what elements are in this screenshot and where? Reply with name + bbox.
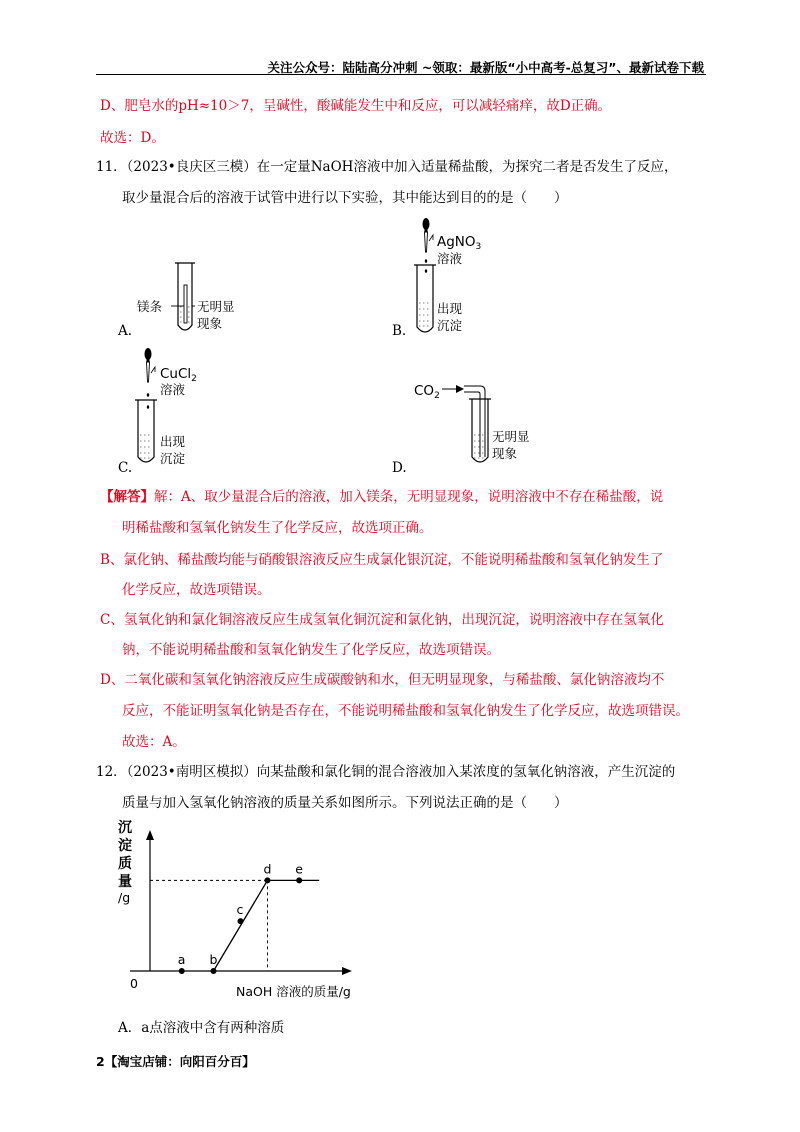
q11-d-result-1: 无明显 — [492, 429, 530, 444]
q11-stem-line2: 取少量混合后的溶液于试管中进行以下实验，其中能达到目的的是（ ） — [122, 190, 568, 206]
q11-analysis-line5: C、氢氧化钠和氯化铜溶液反应生成氢氧化铜沉淀和氯化钠，出现沉淀，说明溶液中存在氢氧化 — [100, 612, 664, 628]
prev-answer-d: D、肥皂水的pH≈10＞7，呈碱性，酸碱能发生中和反应，可以减轻痛痒，故D正确。 — [100, 98, 612, 114]
q11-option-b-letter: B. — [392, 323, 407, 339]
q11-option-d-diagram — [412, 375, 552, 475]
point-e — [296, 877, 302, 883]
point-label-e: e — [295, 861, 303, 877]
q12-stem-line1: 12．（2023•南明区模拟）向某盐酸和氯化铜的混合溶液加入某浓度的氢氧化钠溶液，产生沉淀的 — [96, 764, 676, 780]
point-label-b: b — [209, 952, 218, 967]
chart-ylabel-char: 质 — [118, 856, 132, 872]
q11-analysis-line1 — [100, 487, 663, 507]
q11-d-gas: CO — [414, 383, 435, 399]
point-d — [264, 877, 270, 883]
q11-d-gas-sub: 2 — [434, 391, 440, 401]
chart-ylabel-char: 淀 — [118, 838, 132, 854]
y-axis-arrow — [146, 830, 154, 840]
chart-origin: 0 — [130, 976, 138, 991]
page-header: 关注公众号：陆陆高分冲刺 ~领取：最新版“小中高考-总复习”、最新试卷下载 — [267, 60, 704, 75]
q11-analysis-line3: B、氯化钠、稀盐酸均能与硝酸银溶液反应生成氯化银沉淀，不能说明稀盐酸和氢氧化钠发生了 — [100, 552, 664, 568]
point-label-d: d — [263, 861, 272, 877]
q11-a-result-1: 无明显 — [197, 299, 235, 314]
q11-stem-line1: 11．（2023•良庆区三模）在一定量NaOH溶液中加入适量稀盐酸，为探究二者是否发生了反应， — [96, 159, 678, 175]
q11-c-reagent-2: 溶液 — [160, 382, 186, 397]
q11-a-result-2: 现象 — [197, 316, 223, 331]
page-footer: 2【淘宝店铺：向阳百分百】 — [96, 1054, 255, 1069]
q11-option-a-diagram — [135, 255, 265, 345]
q11-analysis-text1: 解：A、取少量混合后的溶液，加入镁条，无明显现象，说明溶液中不存在稀盐酸，说 — [154, 489, 664, 505]
q11-option-c-diagram — [130, 345, 250, 475]
q11-option-a-letter: A. — [118, 323, 133, 339]
q11-analysis-line2: 明稀盐酸和氢氧化钠发生了化学反应，故选项正确。 — [122, 520, 433, 536]
q11-b-result-1: 出现 — [437, 301, 463, 316]
q11-analysis-line4: 化学反应，故选项错误。 — [122, 582, 271, 598]
q11-d-result-2: 现象 — [492, 446, 518, 461]
prev-answer-choice: 故选：D。 — [100, 130, 165, 146]
q11-c-reagent: CuCl — [160, 366, 192, 382]
q11-option-b-diagram — [405, 215, 525, 345]
q12-stem-line2: 质量与加入氢氧化钠溶液的质量关系如图所示。下列说法正确的是（ ） — [122, 795, 568, 811]
q11-option-d-letter: D. — [392, 460, 407, 476]
chart-xlabel: NaOH 溶液的质量/g — [236, 984, 351, 999]
point-label-a: a — [177, 952, 186, 967]
q11-option-c-letter: C. — [118, 460, 133, 476]
header-rule — [96, 74, 706, 75]
series-line — [213, 880, 319, 971]
q11-b-result-2: 沉淀 — [437, 318, 463, 333]
point-a — [179, 968, 185, 974]
chart-ylabel-char: 量 — [118, 874, 132, 890]
q11-analysis-line7: D、二氧化碳和氢氧化钠溶液反应生成碳酸钠和水，但无明显现象，与稀盐酸、氯化钠溶液均不 — [100, 672, 665, 688]
chart-ylabel-unit: /g — [118, 890, 131, 905]
q12-option-a: A．a点溶液中含有两种溶质 — [118, 1020, 285, 1036]
q11-b-reagent-sub: 3 — [475, 242, 482, 252]
q11-analysis-label: 【解答】 — [100, 489, 154, 505]
q11-c-result-1: 出现 — [160, 434, 186, 449]
chart-ylabel — [118, 820, 132, 890]
q11-b-reagent: AgNO — [437, 234, 476, 250]
svg-text:AgNO3 — [437, 234, 481, 252]
point-c — [237, 918, 243, 924]
q11-c-reagent-sub: 2 — [191, 374, 197, 384]
svg-text:CO2 — [414, 383, 440, 401]
q11-b-reagent-2: 溶液 — [437, 251, 463, 266]
q11-analysis-line6: 钠，不能说明稀盐酸和氢氧化钠发生了化学反应，故选项错误。 — [122, 642, 500, 658]
q12-chart — [110, 812, 370, 1002]
q11-c-result-2: 沉淀 — [160, 451, 186, 466]
x-axis-arrow — [342, 967, 352, 975]
q11-analysis-choice: 故选：A。 — [122, 734, 186, 750]
chart-ylabel-char: 沉 — [118, 820, 132, 836]
q11-analysis-line8: 反应，不能证明氢氧化钠是否存在，不能说明稀盐酸和氢氧化钠发生了化学反应，故选项错误。 — [122, 703, 689, 719]
point-b — [210, 968, 216, 974]
point-label-c: c — [236, 902, 244, 918]
q11-a-reagent: 镁条 — [137, 299, 163, 314]
